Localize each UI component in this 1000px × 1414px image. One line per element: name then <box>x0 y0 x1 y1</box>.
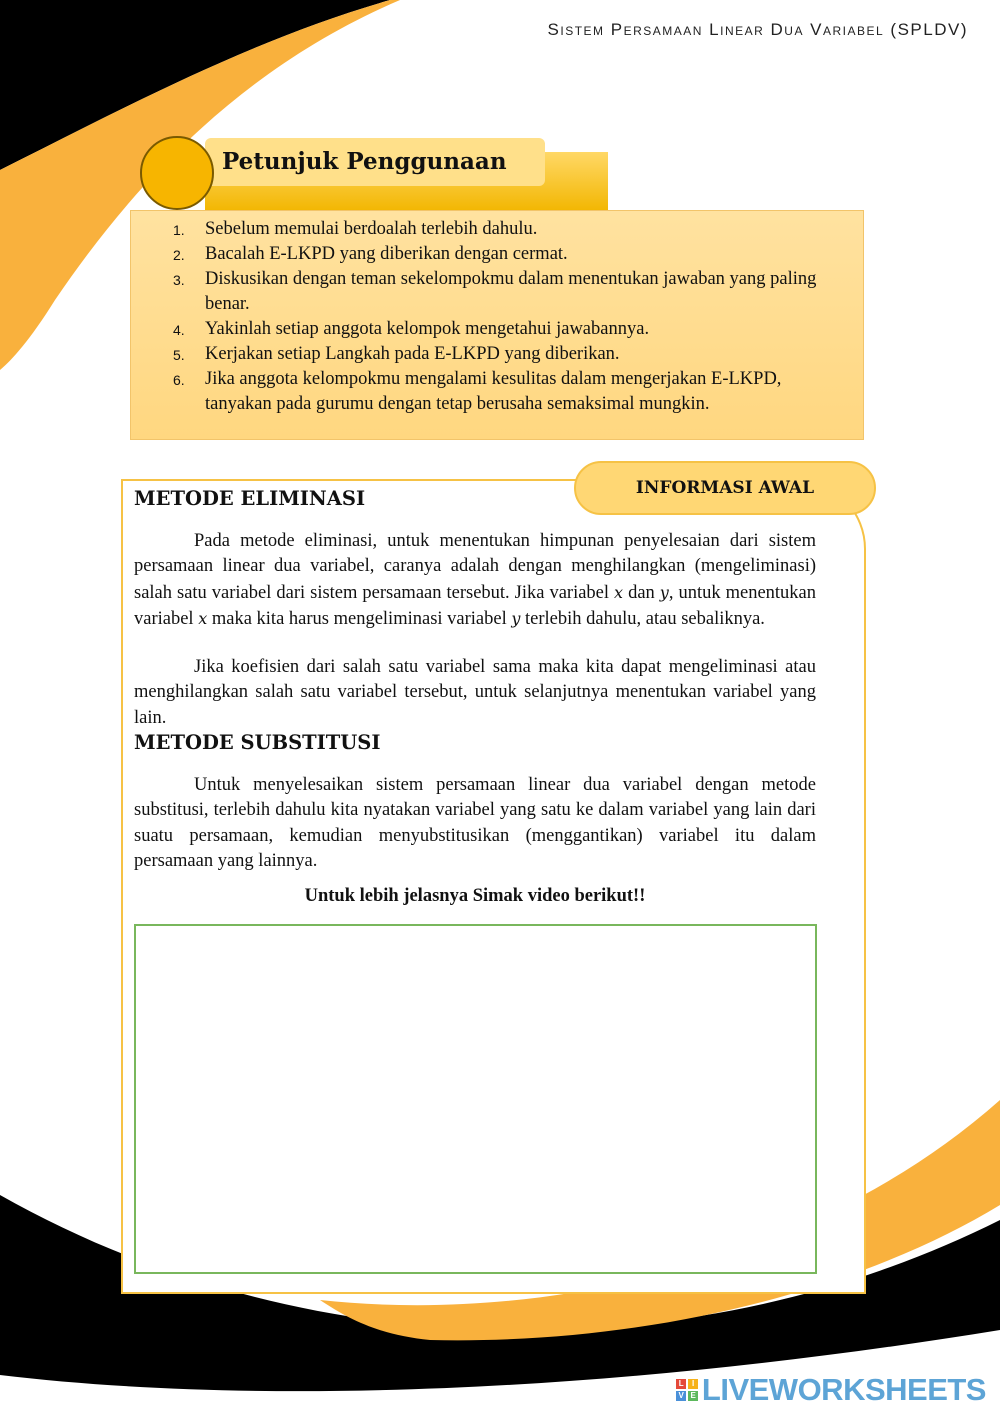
instructions-heading: Petunjuk Penggunaan <box>222 148 507 175</box>
elimination-text-a: Pada metode eliminasi, untuk menentukan himpunan penyelesaian dari sistem persamaan linear dua variabel, caranya adalah dengan menghilangkan (mengeliminasi) salah satu variabel dari sistem persamaan tersebut. Jika variabel <box>134 531 816 603</box>
elimination-paragraph-1 <box>134 529 816 632</box>
variable-x: x <box>614 582 624 602</box>
banner-circle-icon <box>140 136 214 210</box>
substitution-paragraph <box>134 773 816 874</box>
substitution-title: METODE SUBSTITUSI <box>134 731 381 754</box>
elimination-text-e: terlebih dahulu, atau sebaliknya. <box>525 608 765 629</box>
instruction-item: Yakinlah setiap anggota kelompok mengetahui jawabannya. <box>205 319 650 339</box>
variable-y: y <box>659 582 669 602</box>
liveworksheets-brand <box>676 1372 986 1408</box>
brand-name: LIVEWORKSHEETS <box>701 1372 986 1407</box>
instruction-item: Bacalah E-LKPD yang diberikan dengan cermat. <box>205 244 568 264</box>
variable-y: y <box>511 608 521 628</box>
liveworksheets-logo-icon: L I V E <box>676 1379 698 1401</box>
instructions-box <box>130 210 864 440</box>
elimination-text-b: dan <box>628 582 655 603</box>
instruction-item: Kerjakan setiap Langkah pada E-LKPD yang diberikan. <box>205 344 620 364</box>
instruction-item: Diskusikan dengan teman sekelompokmu dalam menentukan jawaban yang paling benar. <box>205 269 817 314</box>
instruction-item: Jika anggota kelompokmu mengalami kesulitas dalam mengerjakan E-LKPD, tanyakan pada gurumu dengan tetap berusaha semaksimal mungkin. <box>205 369 782 414</box>
instructions-list <box>131 217 863 417</box>
video-callout: Untuk lebih jelasnya Simak video berikut!! <box>304 886 646 906</box>
elimination-text-c: , untuk menentukan variabel <box>134 582 817 629</box>
info-tab-label: INFORMASI AWAL <box>574 461 876 515</box>
elimination-paragraph-2 <box>134 655 816 731</box>
variable-x: x <box>198 608 208 628</box>
substitution-text: Untuk menyelesaikan sistem persamaan linear dua variabel dengan metode substitusi, terlebih dahulu kita nyatakan variabel yang satu ke dalam variabel yang lain dari suatu persamaan, kemudian menyubstitusikan (menggantikan) variabel itu dalam persamaan yang lainnya. <box>134 775 816 871</box>
instruction-item: Sebelum memulai berdoalah terlebih dahulu. <box>205 219 538 239</box>
video-embed-frame[interactable] <box>134 924 817 1274</box>
page-header-title: Sistem Persamaan Linear Dua Variabel (SPLDV) <box>547 20 968 39</box>
elimination-title: METODE ELIMINASI <box>134 487 366 510</box>
elimination-text-2: Jika koefisien dari salah satu variabel sama maka kita dapat mengeliminasi atau menghilangkan salah satu variabel tersebut, untuk selanjutnya menentukan variabel yang lain. <box>134 657 816 728</box>
elimination-text-d: maka kita harus mengeliminasi variabel <box>211 608 507 629</box>
